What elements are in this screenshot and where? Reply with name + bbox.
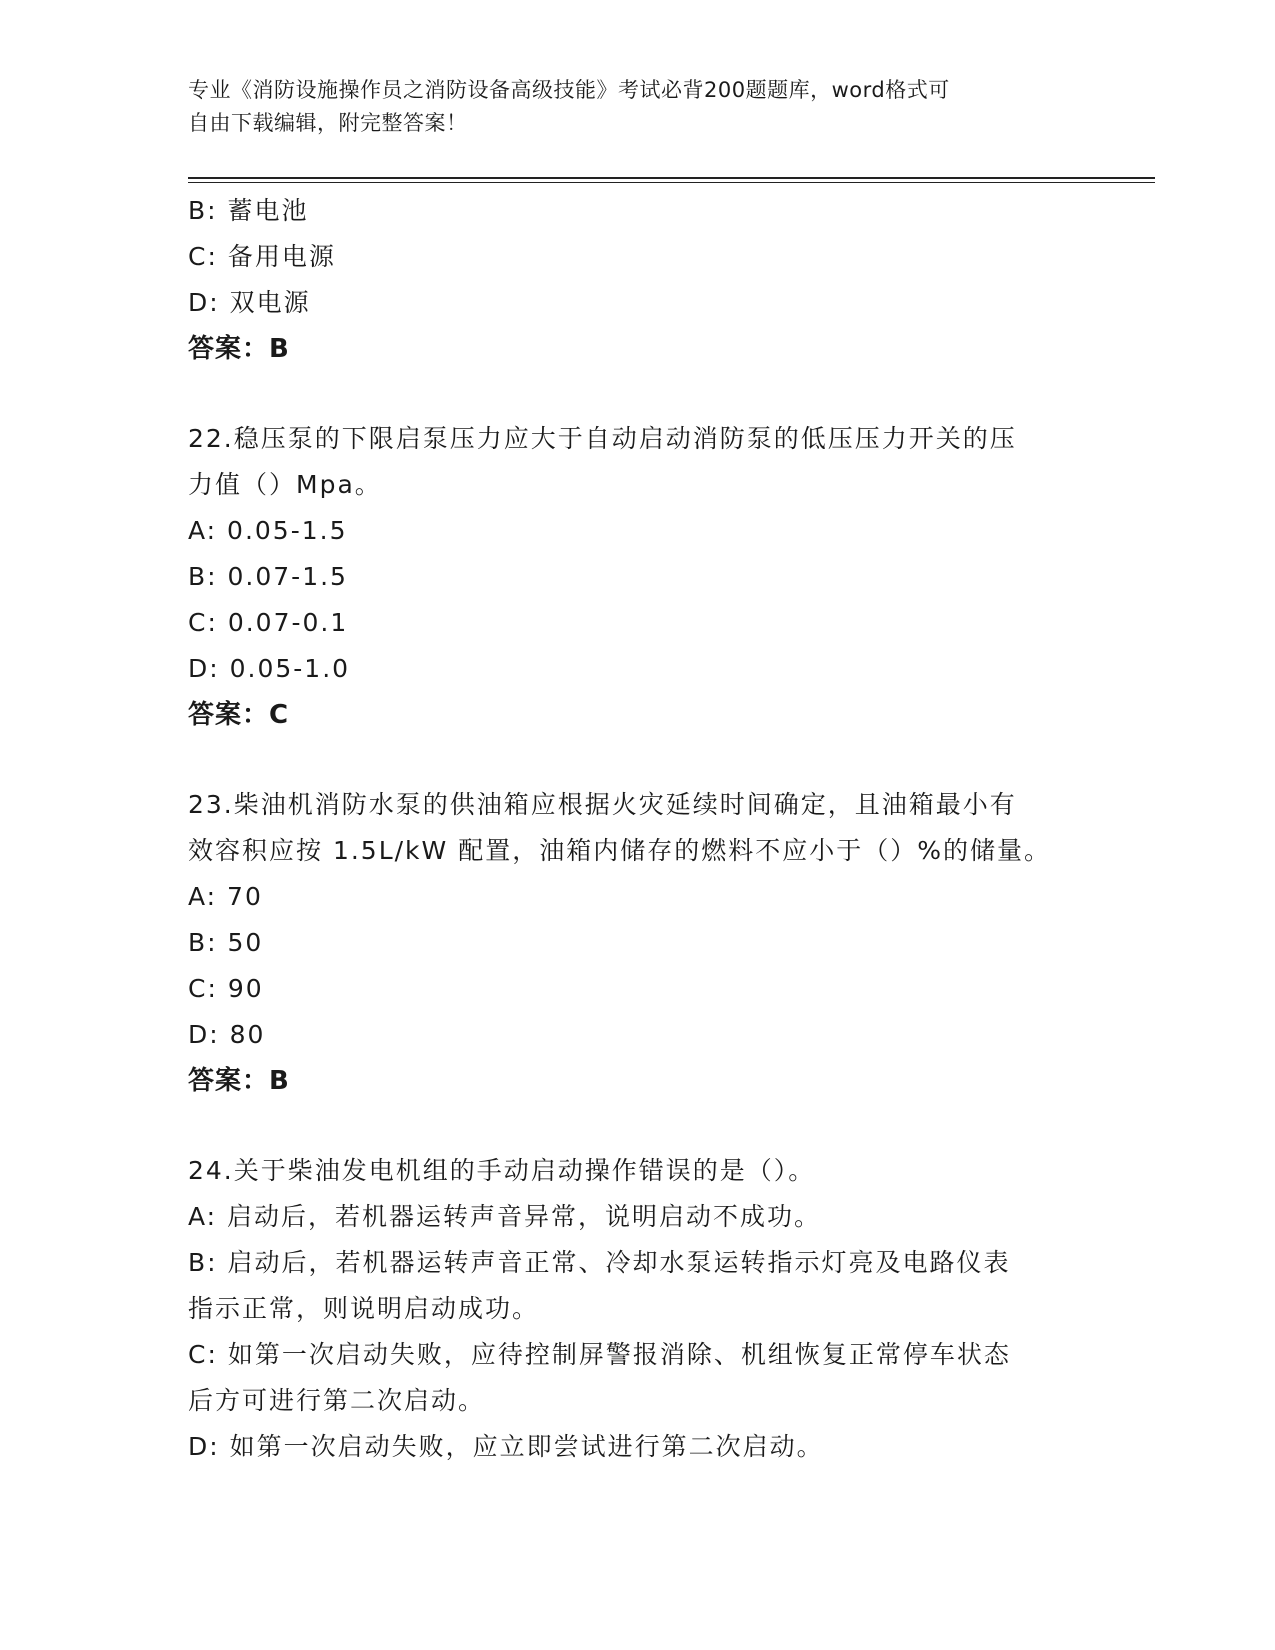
option-c: C: 0.07-0.1: [188, 608, 349, 637]
header-divider-thin: [188, 182, 1155, 183]
option-c: C: 90: [188, 974, 264, 1003]
option-d: D: 0.05-1.0: [188, 654, 351, 683]
question-21-tail: [188, 188, 1088, 372]
answer-label: 答案：C: [188, 700, 290, 730]
option-d: D: 80: [188, 1020, 266, 1049]
question-22: [188, 416, 1088, 738]
header-divider-thick: [188, 177, 1155, 179]
option-a: A: 启动后，若机器运转声音异常，说明启动不成功。: [188, 1202, 822, 1231]
option-c: C: 备用电源: [188, 242, 336, 271]
option-c-continued: 后方可进行第二次启动。: [188, 1386, 486, 1415]
header-line-2: 自由下载编辑，附完整答案！: [188, 111, 468, 135]
question-24: [188, 1148, 1088, 1470]
option-b: B: 启动后，若机器运转声音正常、冷却水泵运转指示灯亮及电路仪表: [188, 1248, 1011, 1277]
option-d: D: 双电源: [188, 288, 311, 317]
option-a: A: 70: [188, 882, 263, 911]
answer-label: 答案：B: [188, 1066, 290, 1096]
question-stem-line: 效容积应按 1.5L/kW 配置，油箱内储存的燃料不应小于（）%的储量。: [188, 836, 1051, 865]
option-b: B: 50: [188, 928, 264, 957]
question-stem-line: 23.柴油机消防水泵的供油箱应根据火灾延续时间确定，且油箱最小有: [188, 790, 1017, 819]
question-23: [188, 782, 1088, 1104]
question-stem-line: 22.稳压泵的下限启泵压力应大于自动启动消防泵的低压压力开关的压: [188, 424, 1017, 453]
option-b-continued: 指示正常，则说明启动成功。: [188, 1294, 540, 1323]
page-header: [188, 74, 1068, 140]
option-c: C: 如第一次启动失败，应待控制屏警报消除、机组恢复正常停车状态: [188, 1340, 1011, 1369]
header-line-1: 专业《消防设施操作员之消防设备高级技能》考试必背200题题库，word格式可: [188, 78, 950, 102]
question-list: [188, 188, 1088, 1470]
option-b: B: 0.07-1.5: [188, 562, 348, 591]
question-stem-line: 24.关于柴油发电机组的手动启动操作错误的是（）。: [188, 1156, 816, 1185]
answer-label: 答案：B: [188, 334, 290, 364]
option-a: A: 0.05-1.5: [188, 516, 348, 545]
option-b: B: 蓄电池: [188, 196, 309, 225]
option-d: D: 如第一次启动失败，应立即尝试进行第二次启动。: [188, 1432, 824, 1461]
question-stem-line: 力值（）Mpa。: [188, 470, 382, 499]
